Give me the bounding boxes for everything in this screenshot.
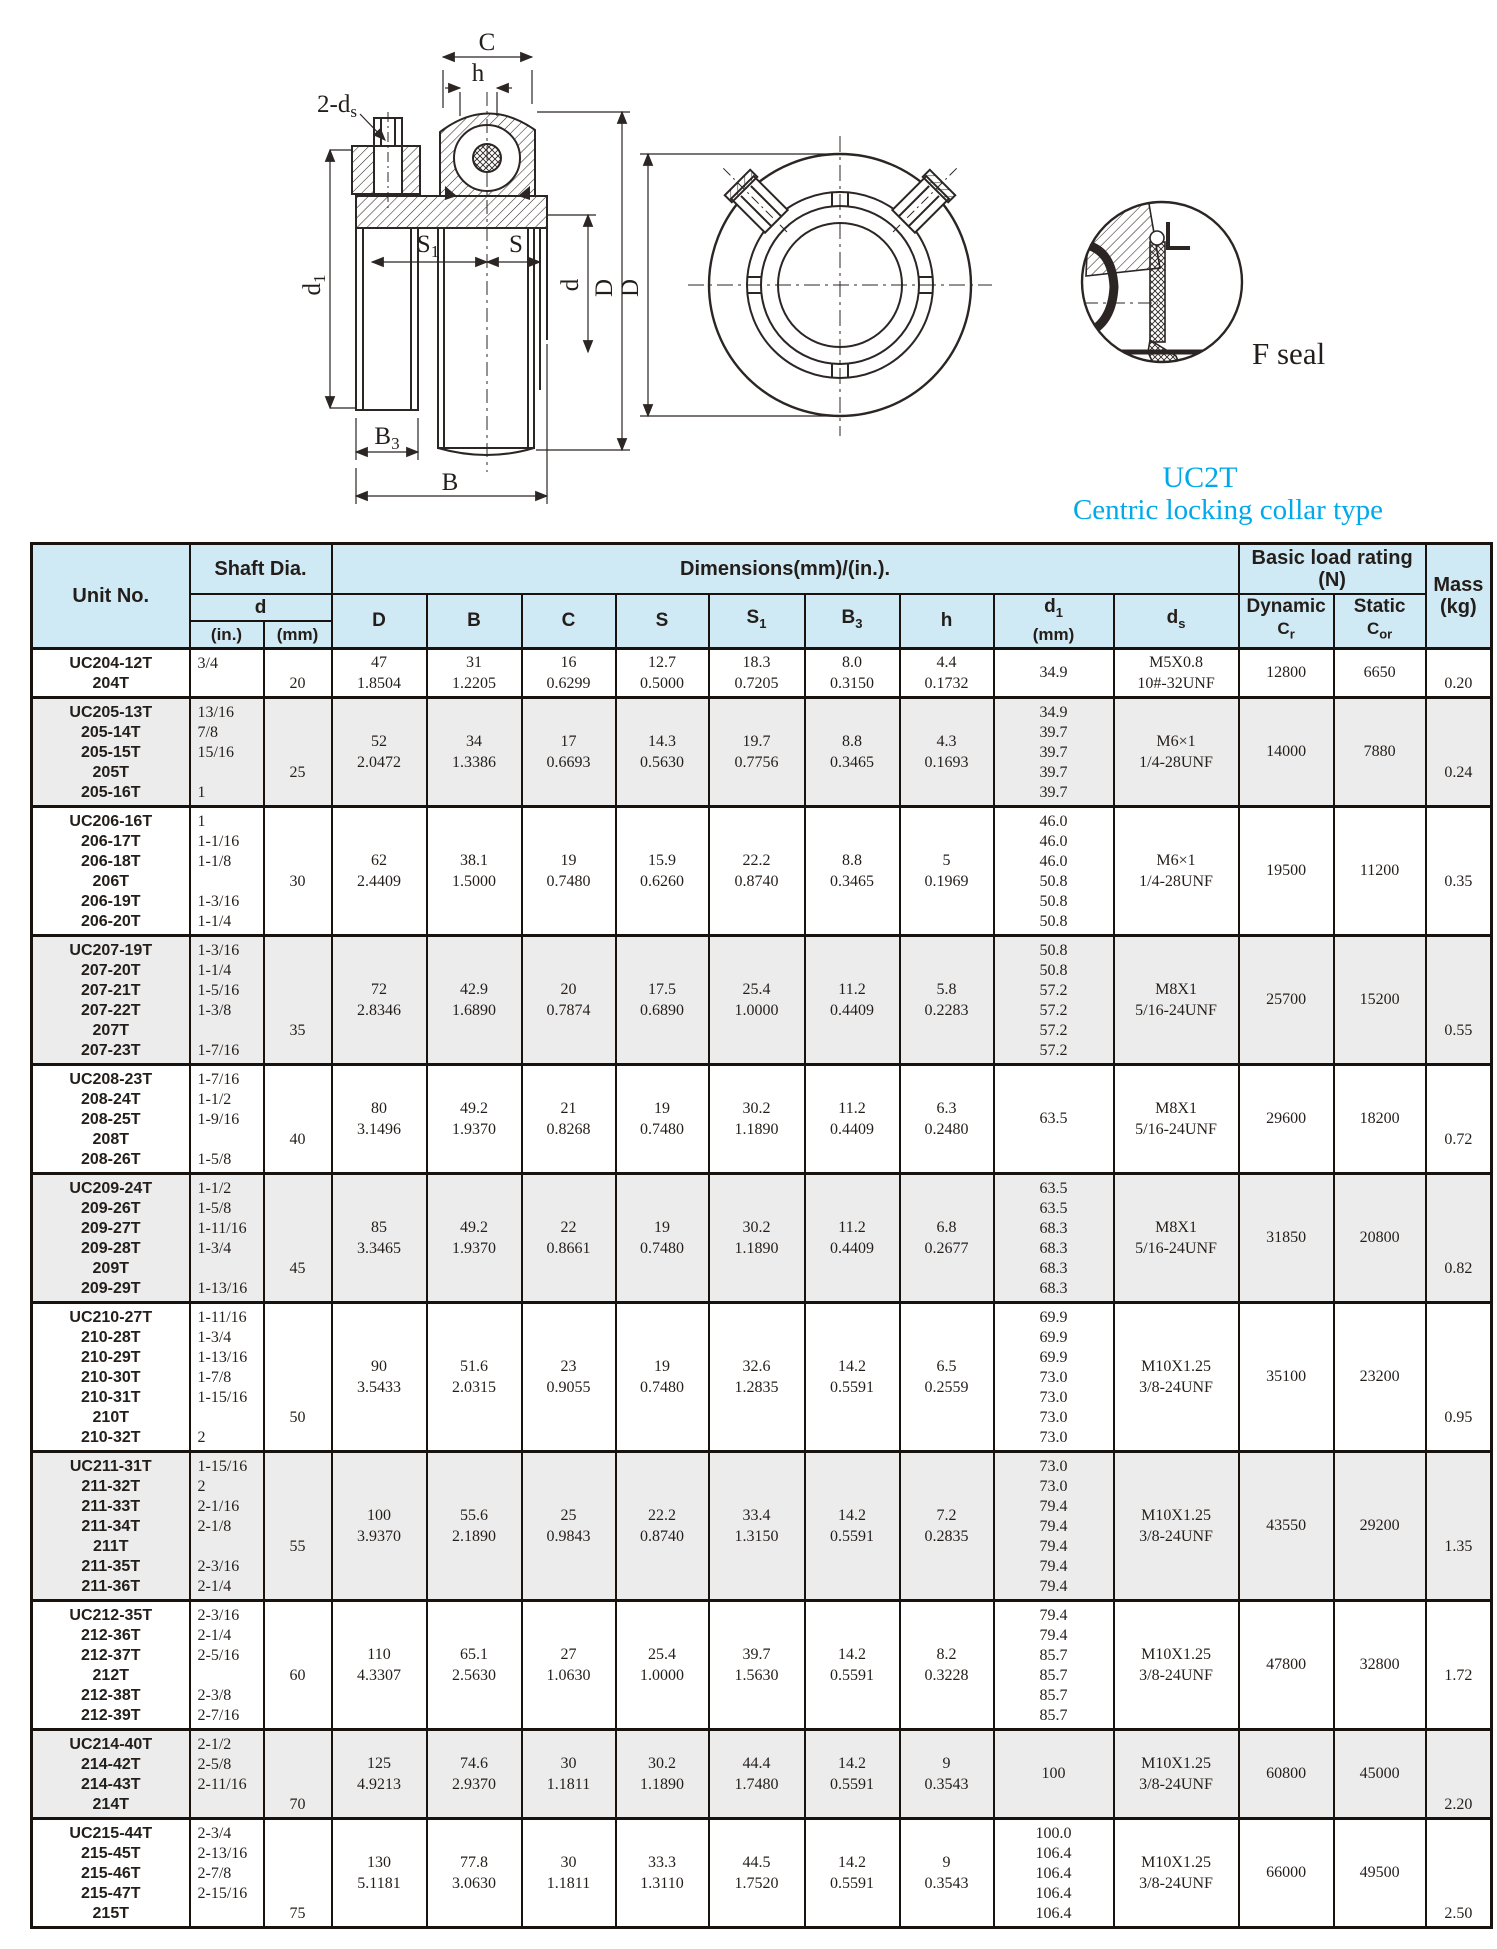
dim-S-cell: 30.2 1.1890 — [616, 1730, 709, 1819]
dim-S1-cell: 44.5 1.7520 — [709, 1819, 805, 1928]
static-cor-cell: 32800 — [1334, 1601, 1426, 1730]
dim-C-cell: 17 0.6693 — [522, 698, 616, 807]
dim-B3-cell: 14.2 0.5591 — [805, 1601, 900, 1730]
mass-cell: 0.20 — [1426, 649, 1492, 698]
dynamic-cr-cell: 29600 — [1239, 1065, 1334, 1174]
shaft-in-cell: 2-3/4 2-13/16 2-7/8 2-15/16 — [190, 1819, 264, 1928]
mass-cell: 0.24 — [1426, 698, 1492, 807]
dynamic-cr-cell: 43550 — [1239, 1452, 1334, 1601]
dim-C-cell: 21 0.8268 — [522, 1065, 616, 1174]
dim-label-D-side: D — [591, 278, 618, 298]
dim-C-cell: 22 0.8661 — [522, 1174, 616, 1303]
dim-S1-cell: 30.2 1.1890 — [709, 1065, 805, 1174]
col-header-mm: (mm) — [264, 621, 332, 649]
dim-B3-cell: 8.0 0.3150 — [805, 649, 900, 698]
unit-no-cell: UC212-35T 212-36T 212-37T 212T 212-38T 212-39T — [32, 1601, 190, 1730]
d1-cell: 69.9 69.9 69.9 73.0 73.0 73.0 73.0 — [994, 1303, 1114, 1452]
dim-S1-cell: 19.7 0.7756 — [709, 698, 805, 807]
static-cor-cell: 29200 — [1334, 1452, 1426, 1601]
shaft-in-cell: 2-3/16 2-1/4 2-5/16 2-3/8 2-7/16 — [190, 1601, 264, 1730]
dim-label-d1: $d_1$ — [299, 274, 329, 296]
mass-cell: 0.95 — [1426, 1303, 1492, 1452]
dim-S-cell: 12.7 0.5000 — [616, 649, 709, 698]
dim-B-cell: 77.8 3.0630 — [427, 1819, 522, 1928]
series-title: UC2T — [1162, 461, 1238, 494]
dynamic-cr-cell: 47800 — [1239, 1601, 1334, 1730]
d1-cell: 34.9 39.7 39.7 39.7 39.7 — [994, 698, 1114, 807]
dim-D-cell: 130 5.1181 — [332, 1819, 427, 1928]
dim-label-b3: $B_3$ — [374, 423, 400, 453]
dynamic-cr-cell: 12800 — [1239, 649, 1334, 698]
dim-D-cell: 72 2.8346 — [332, 936, 427, 1065]
static-cor-cell: 7880 — [1334, 698, 1426, 807]
mass-cell: 0.82 — [1426, 1174, 1492, 1303]
series-subtitle: Centric locking collar type — [1072, 494, 1384, 526]
dim-B-cell: 42.9 1.6890 — [427, 936, 522, 1065]
dim-S1-cell: 22.2 0.8740 — [709, 807, 805, 936]
dim-B3-cell: 14.2 0.5591 — [805, 1819, 900, 1928]
static-cor-cell: 6650 — [1334, 649, 1426, 698]
dim-S-cell: 15.9 0.6260 — [616, 807, 709, 936]
dim-B3-cell: 14.2 0.5591 — [805, 1730, 900, 1819]
mass-cell: 0.35 — [1426, 807, 1492, 936]
dim-B3-cell: 11.2 0.4409 — [805, 936, 900, 1065]
dim-label-d: d — [557, 278, 584, 292]
dim-B3-cell: 14.2 0.5591 — [805, 1303, 900, 1452]
d1-cell: 73.0 73.0 79.4 79.4 79.4 79.4 79.4 — [994, 1452, 1114, 1601]
mass-cell: 2.50 — [1426, 1819, 1492, 1928]
dynamic-cr-cell: 60800 — [1239, 1730, 1334, 1819]
dim-C-cell: 30 1.1811 — [522, 1730, 616, 1819]
dim-label-b: B — [441, 469, 459, 496]
dim-S-cell: 14.3 0.5630 — [616, 698, 709, 807]
dim-B3-cell: 14.2 0.5591 — [805, 1452, 900, 1601]
dim-S-cell: 22.2 0.8740 — [616, 1452, 709, 1601]
dim-S-cell: 19 0.7480 — [616, 1303, 709, 1452]
spec-row-group — [32, 698, 1492, 807]
dim-label-D-front: D — [617, 278, 644, 298]
dim-D-cell: 62 2.4409 — [332, 807, 427, 936]
dynamic-cr-cell: 66000 — [1239, 1819, 1334, 1928]
shaft-mm-cell: 45 — [264, 1174, 332, 1303]
dim-C-cell: 20 0.7874 — [522, 936, 616, 1065]
col-header-static-cor: Static $C_{or}$ — [1334, 594, 1426, 649]
shaft-mm-cell: 50 — [264, 1303, 332, 1452]
unit-no-cell: UC215-44T 215-45T 215-46T 215-47T 215T — [32, 1819, 190, 1928]
dim-h-cell: 8.2 0.3228 — [900, 1601, 994, 1730]
spec-row-group — [32, 807, 1492, 936]
col-header-dimensions: Dimensions(mm)/(in.). — [332, 544, 1239, 595]
dim-label-s: S — [509, 231, 523, 258]
dim-S1-cell: 25.4 1.0000 — [709, 936, 805, 1065]
col-header-C: C — [522, 594, 616, 649]
shaft-in-cell: 1-3/16 1-1/4 1-5/16 1-3/8 1-7/16 — [190, 936, 264, 1065]
dim-D-cell: 52 2.0472 — [332, 698, 427, 807]
dim-h-cell: 6.5 0.2559 — [900, 1303, 994, 1452]
dim-D-cell: 100 3.9370 — [332, 1452, 427, 1601]
dynamic-cr-cell: 35100 — [1239, 1303, 1334, 1452]
dim-C-cell: 19 0.7480 — [522, 807, 616, 936]
dim-h-cell: 5 0.1969 — [900, 807, 994, 936]
dynamic-cr-cell: 14000 — [1239, 698, 1334, 807]
dim-S1-cell: 30.2 1.1890 — [709, 1174, 805, 1303]
spec-row-group — [32, 1819, 1492, 1928]
shaft-in-cell: 1-11/16 1-3/4 1-13/16 1-7/8 1-15/16 2 — [190, 1303, 264, 1452]
shaft-in-cell: 1-7/16 1-1/2 1-9/16 1-5/8 — [190, 1065, 264, 1174]
col-header-basic-load: Basic load rating (N) — [1239, 544, 1426, 595]
spec-row-group — [32, 1303, 1492, 1452]
dim-label-s1: $S_1$ — [416, 231, 440, 261]
d1-cell: 100.0 106.4 106.4 106.4 106.4 — [994, 1819, 1114, 1928]
shaft-mm-cell: 20 — [264, 649, 332, 698]
dim-B-cell: 65.1 2.5630 — [427, 1601, 522, 1730]
dim-B-cell: 74.6 2.9370 — [427, 1730, 522, 1819]
unit-no-cell: UC211-31T 211-32T 211-33T 211-34T 211T 211-35T 211-36T — [32, 1452, 190, 1601]
unit-no-cell: UC214-40T 214-42T 214-43T 214T — [32, 1730, 190, 1819]
static-cor-cell: 45000 — [1334, 1730, 1426, 1819]
unit-no-cell: UC204-12T 204T — [32, 649, 190, 698]
col-header-in: (in.) — [190, 621, 264, 649]
col-header-shaft-dia: Shaft Dia. — [190, 544, 332, 595]
dim-h-cell: 6.3 0.2480 — [900, 1065, 994, 1174]
col-header-d: d — [190, 594, 332, 621]
col-header-mass: Mass (kg) — [1426, 544, 1492, 649]
dim-S1-cell: 32.6 1.2835 — [709, 1303, 805, 1452]
d1-cell: 63.5 — [994, 1065, 1114, 1174]
dim-h-cell: 4.4 0.1732 — [900, 649, 994, 698]
mass-cell: 1.35 — [1426, 1452, 1492, 1601]
static-cor-cell: 23200 — [1334, 1303, 1426, 1452]
mass-cell: 1.72 — [1426, 1601, 1492, 1730]
spec-row-group — [32, 1730, 1492, 1819]
unit-no-cell: UC208-23T 208-24T 208-25T 208T 208-26T — [32, 1065, 190, 1174]
spec-row-group — [32, 1065, 1492, 1174]
shaft-mm-cell: 30 — [264, 807, 332, 936]
spec-row-group — [32, 1452, 1492, 1601]
ds-cell: M5X0.8 10#-32UNF — [1114, 649, 1239, 698]
dim-B-cell: 49.2 1.9370 — [427, 1065, 522, 1174]
ds-cell: M8X1 5/16-24UNF — [1114, 936, 1239, 1065]
dim-B-cell: 55.6 2.1890 — [427, 1452, 522, 1601]
spec-table — [30, 542, 1493, 1929]
shaft-mm-cell: 55 — [264, 1452, 332, 1601]
dim-C-cell: 16 0.6299 — [522, 649, 616, 698]
dim-B3-cell: 11.2 0.4409 — [805, 1174, 900, 1303]
dim-S-cell: 25.4 1.0000 — [616, 1601, 709, 1730]
dim-C-cell: 27 1.0630 — [522, 1601, 616, 1730]
d1-cell: 63.5 63.5 68.3 68.3 68.3 68.3 — [994, 1174, 1114, 1303]
mass-cell: 0.72 — [1426, 1065, 1492, 1174]
dim-S-cell: 33.3 1.3110 — [616, 1819, 709, 1928]
d1-cell: 50.8 50.8 57.2 57.2 57.2 57.2 — [994, 936, 1114, 1065]
static-cor-cell: 20800 — [1334, 1174, 1426, 1303]
side-section-view — [352, 92, 547, 472]
dim-h-cell: 9 0.3543 — [900, 1819, 994, 1928]
dim-D-cell: 80 3.1496 — [332, 1065, 427, 1174]
shaft-in-cell: 1-1/2 1-5/8 1-11/16 1-3/4 1-13/16 — [190, 1174, 264, 1303]
seal-caption: F seal — [1252, 336, 1326, 371]
ds-cell: M8X1 5/16-24UNF — [1114, 1174, 1239, 1303]
ds-cell: M8X1 5/16-24UNF — [1114, 1065, 1239, 1174]
ds-cell: M10X1.25 3/8-24UNF — [1114, 1452, 1239, 1601]
unit-no-cell: UC209-24T 209-26T 209-27T 209-28T 209T 209-29T — [32, 1174, 190, 1303]
dim-D-cell: 110 4.3307 — [332, 1601, 427, 1730]
ds-cell: M10X1.25 3/8-24UNF — [1114, 1819, 1239, 1928]
dim-S-cell: 19 0.7480 — [616, 1065, 709, 1174]
dim-S1-cell: 39.7 1.5630 — [709, 1601, 805, 1730]
d1-cell: 46.0 46.0 46.0 50.8 50.8 50.8 — [994, 807, 1114, 936]
dim-B-cell: 38.1 1.5000 — [427, 807, 522, 936]
dim-C-cell: 23 0.9055 — [522, 1303, 616, 1452]
dim-h-cell: 6.8 0.2677 — [900, 1174, 994, 1303]
dim-S1-cell: 44.4 1.7480 — [709, 1730, 805, 1819]
spec-table-body — [32, 649, 1492, 1928]
d1-cell: 100 — [994, 1730, 1114, 1819]
unit-no-cell: UC207-19T 207-20T 207-21T 207-22T 207T 207-23T — [32, 936, 190, 1065]
dim-S1-cell: 33.4 1.3150 — [709, 1452, 805, 1601]
dim-h-cell: 5.8 0.2283 — [900, 936, 994, 1065]
dim-C-cell: 30 1.1811 — [522, 1819, 616, 1928]
dim-S-cell: 17.5 0.6890 — [616, 936, 709, 1065]
dim-label-h: h — [471, 60, 485, 87]
spec-row-group — [32, 1174, 1492, 1303]
dim-B-cell: 49.2 1.9370 — [427, 1174, 522, 1303]
shaft-in-cell: 13/16 7/8 15/16 1 — [190, 698, 264, 807]
spec-row-group — [32, 1601, 1492, 1730]
shaft-mm-cell: 25 — [264, 698, 332, 807]
dim-D-cell: 90 3.5433 — [332, 1303, 427, 1452]
dim-h-cell: 7.2 0.2835 — [900, 1452, 994, 1601]
dim-label-2ds: $2-d_s$ — [317, 91, 357, 121]
col-header-d1: $d_1$ (mm) — [994, 594, 1114, 649]
col-header-unit-no: Unit No. — [32, 544, 190, 649]
dim-B3-cell: 8.8 0.3465 — [805, 698, 900, 807]
ds-cell: M6×1 1/4-28UNF — [1114, 698, 1239, 807]
col-header-B: B — [427, 594, 522, 649]
dim-B-cell: 51.6 2.0315 — [427, 1303, 522, 1452]
spec-row-group — [32, 936, 1492, 1065]
unit-no-cell: UC205-13T 205-14T 205-15T 205T 205-16T — [32, 698, 190, 807]
d1-cell: 34.9 — [994, 649, 1114, 698]
shaft-mm-cell: 40 — [264, 1065, 332, 1174]
dynamic-cr-cell: 25700 — [1239, 936, 1334, 1065]
unit-no-cell: UC210-27T 210-28T 210-29T 210-30T 210-31T 210T 210-32T — [32, 1303, 190, 1452]
shaft-mm-cell: 60 — [264, 1601, 332, 1730]
dim-D-cell: 47 1.8504 — [332, 649, 427, 698]
col-header-h: h — [900, 594, 994, 649]
ds-cell: M10X1.25 3/8-24UNF — [1114, 1303, 1239, 1452]
static-cor-cell: 49500 — [1334, 1819, 1426, 1928]
dim-D-cell: 85 3.3465 — [332, 1174, 427, 1303]
dim-C-cell: 25 0.9843 — [522, 1452, 616, 1601]
col-header-B3: $B_3$ — [805, 594, 900, 649]
dim-h-cell: 4.3 0.1693 — [900, 698, 994, 807]
static-cor-cell: 18200 — [1334, 1065, 1426, 1174]
shaft-in-cell: 1-15/16 2 2-1/16 2-1/8 2-3/16 2-1/4 — [190, 1452, 264, 1601]
dim-D-cell: 125 4.9213 — [332, 1730, 427, 1819]
shaft-in-cell: 1 1-1/16 1-1/8 1-3/16 1-1/4 — [190, 807, 264, 936]
dim-h-cell: 9 0.3543 — [900, 1730, 994, 1819]
technical-drawings — [0, 0, 1497, 545]
static-cor-cell: 15200 — [1334, 936, 1426, 1065]
front-view — [640, 136, 992, 436]
dim-B3-cell: 8.8 0.3465 — [805, 807, 900, 936]
mass-cell: 2.20 — [1426, 1730, 1492, 1819]
shaft-mm-cell: 35 — [264, 936, 332, 1065]
shaft-in-cell: 3/4 — [190, 649, 264, 698]
unit-no-cell: UC206-16T 206-17T 206-18T 206T 206-19T 206-20T — [32, 807, 190, 936]
dynamic-cr-cell: 31850 — [1239, 1174, 1334, 1303]
dim-B3-cell: 11.2 0.4409 — [805, 1065, 900, 1174]
dim-S-cell: 19 0.7480 — [616, 1174, 709, 1303]
mass-cell: 0.55 — [1426, 936, 1492, 1065]
col-header-S1: $S_1$ — [709, 594, 805, 649]
d1-cell: 79.4 79.4 85.7 85.7 85.7 85.7 — [994, 1601, 1114, 1730]
dim-B-cell: 34 1.3386 — [427, 698, 522, 807]
col-header-S: S — [616, 594, 709, 649]
dim-S1-cell: 18.3 0.7205 — [709, 649, 805, 698]
ds-cell: M6×1 1/4-28UNF — [1114, 807, 1239, 936]
dim-label-c: C — [478, 29, 496, 56]
shaft-in-cell: 2-1/2 2-5/8 2-11/16 — [190, 1730, 264, 1819]
static-cor-cell: 11200 — [1334, 807, 1426, 936]
ds-cell: M10X1.25 3/8-24UNF — [1114, 1730, 1239, 1819]
col-header-dynamic-cr: Dynamic $C_r$ — [1239, 594, 1334, 649]
seal-detail-view — [1082, 198, 1242, 380]
col-header-D: D — [332, 594, 427, 649]
dynamic-cr-cell: 19500 — [1239, 807, 1334, 936]
shaft-mm-cell: 75 — [264, 1819, 332, 1928]
ds-cell: M10X1.25 3/8-24UNF — [1114, 1601, 1239, 1730]
spec-row-group — [32, 649, 1492, 698]
col-header-ds: $d_s$ — [1114, 594, 1239, 649]
dim-B-cell: 31 1.2205 — [427, 649, 522, 698]
shaft-mm-cell: 70 — [264, 1730, 332, 1819]
